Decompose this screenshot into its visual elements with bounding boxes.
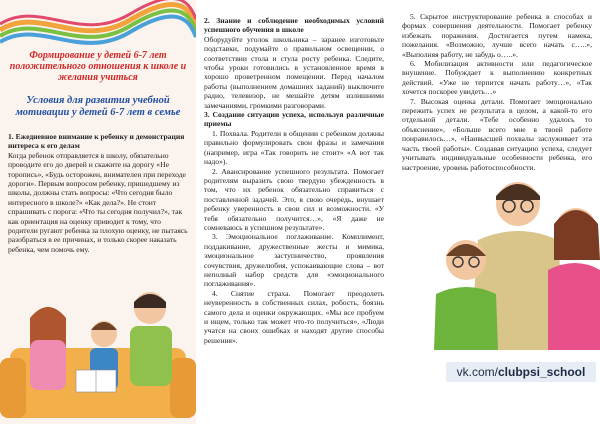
section-1-text: Когда ребенок отправляется в школу, обязательно проводите его до дверей и скажите на дорогу «Не торопись», «Будь осторожен, внимателен при переходе дороги». Первым вопросом ребенку, пришедшему из школы, должны стать вопросы: «Что сегодня было интересного в школе?» «Как дела?». Не стоит спрашивать с порога: «Что ты сегодня получил?», так как ориентация на оценку приводит к тому, что родители ругают ребенка за плохую оценку, не пытаясь разобраться в ее причинах, и только скорее наказать ребенка, чем помочь ему. xyxy=(8,150,188,254)
column-right xyxy=(392,0,600,424)
column-middle xyxy=(198,0,388,424)
vk-link-handle: clubpsi_school xyxy=(497,365,586,379)
technique-4: 4. Снятие страха. Помогает преодолеть неуверенность в собственных силах, робость, боязнь самого дела и оценки окружающих. «Мы все пробуем и ищем, только так может что-то получиться», «Люди учатся на своих ошибках и находят другие способы решения». xyxy=(204,288,384,345)
section-3-heading: 3. Создание ситуации успеха, используя различные приемы xyxy=(204,110,384,129)
section-2-heading: 2. Знание и соблюдение необходимых условий успешного обучения в школе xyxy=(204,16,384,35)
main-title: Формирование у детей 6-7 лет положительного отношения к школе и желания учиться xyxy=(9,50,187,83)
technique-5: 5. Скрытое инструктирование ребенка в способах и формах совершения деятельности. Помогает ребенку избежать поражения. Достигается путем намека, пожелания. «Возможно, лучше всего начать с…..», «Выполняя работу, не забудь о…..». xyxy=(402,12,592,59)
column-left xyxy=(0,0,196,424)
family-illustration xyxy=(0,278,196,424)
section-1-heading: 1. Ежедневное внимание к ребенку и демонстрация интереса к его делам xyxy=(8,132,185,151)
section-2-text: Оборудуйте уголок школьника – заранее изготовьте подставки, подумайте о правильном освещении, о соответствии стола и стула росту ребенка. Следите, чтобы уроки готовились в установленное время в хорошо проветренном помещении. Перед началом работы (выполнением домашних заданий) выключите радио, телевизор, не мешайте детям излишними замечаниями, громкими разговорами. xyxy=(204,34,384,110)
vk-link-prefix: vk.com/ xyxy=(456,365,498,379)
technique-7: 7. Высокая оценка детали. Помогает эмоционально пережить успех не результата в целом, а какой-то его отдельной детали. «Тебе особенно удалось то объяснение», «Больше всего мне в твоей работе понравилось…», «Наивысшей похвалы заслуживает эта часть твоей работы». Создавая ситуацию успеха, следует учитывать индивидуальные особенности ребенка, его настроение, уровень работоспособности. xyxy=(402,96,592,172)
section-1 xyxy=(8,132,190,254)
subtitle: Условия для развития учебной мотивации у детей 6-7 лет в семье xyxy=(15,95,181,118)
vk-link[interactable] xyxy=(446,362,596,382)
technique-3: 3. Эмоциональное поглаживание. Комплимент, поддакивание, дружественные жесты и мимика, эмоциональное заступничество, проявления сочувствия, дружелюбия, успокаивающие слова – вот неполный набор средств для «эмоционального поглаживания». xyxy=(204,232,384,289)
parents-child-illustration xyxy=(408,170,600,350)
technique-2: 2. Авансирование успешного результата. Помогает родителям выразить свою твердую убежденность в том, что их ребенок обязательно справиться с поставленной задачей. Это, в свою очередь, внушает ребенку уверенность в свои сил и возможности. «У тебя обязательно получится…», «Я даже не сомневаюсь в успешном результате». xyxy=(204,166,384,232)
technique-1: 1. Похвала. Родители в общении с ребенком должны правильно формулировать свои фразы и замечания (например, игра «Так говорить не стоит» «А вот так надо»). xyxy=(204,128,384,167)
technique-6: 6. Мобилизация активности или педагогическое внушение. Побуждает к выполнению конкретных действий. «Уже не терпится начать работу…», «Так хочется поскорее увидеть…» xyxy=(402,59,592,97)
sections-2-3 xyxy=(204,16,384,345)
techniques-5-7 xyxy=(402,12,592,172)
